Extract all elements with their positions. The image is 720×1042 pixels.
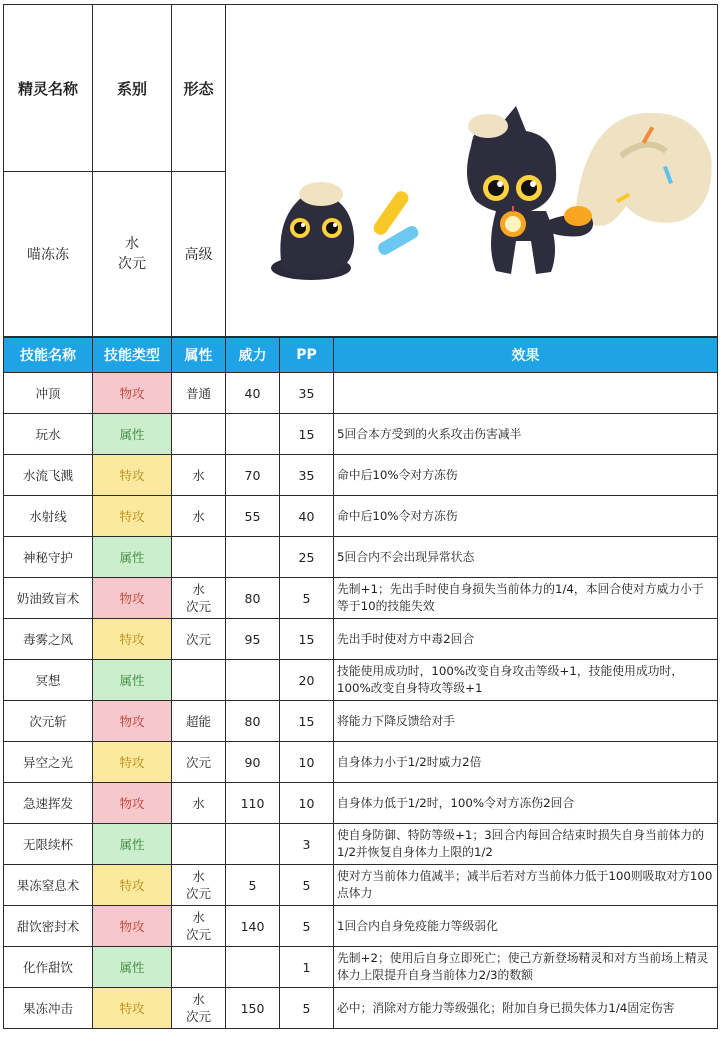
skill-name-cell: 奶油致盲术	[4, 578, 93, 619]
skill-effect-cell	[334, 373, 718, 414]
skill-effect-cell: 技能使用成功时，100%改变自身攻击等级+1，技能使用成功时，100%改变自身特攻等级+1	[334, 660, 718, 701]
col-header-attribute: 属性	[172, 338, 226, 373]
skill-name-cell: 异空之光	[4, 742, 93, 783]
skill-name-cell: 化作甜饮	[4, 947, 93, 988]
skill-type-cell: 物攻	[93, 783, 172, 824]
form-header: 形态	[172, 5, 226, 172]
skill-power-cell: 70	[226, 455, 280, 496]
skill-attribute-value: 水	[192, 992, 205, 1007]
skill-name-cell: 玩水	[4, 414, 93, 455]
series-value-primary: 水	[125, 236, 139, 252]
skill-attribute-cell	[172, 701, 226, 742]
skill-effect-cell: 使对方当前体力值减半；减半后若对方当前体力低于100则吸取对方100点体力	[334, 865, 718, 906]
skill-effect-cell: 先制+1；先出手时使自身损失当前体力的1/4，本回合使对方威力小于等于10的技能失效	[334, 578, 718, 619]
series-value-secondary: 次元	[118, 256, 146, 272]
table-row	[4, 619, 718, 660]
skill-attribute-value: 水	[192, 795, 205, 811]
skill-name-cell: 神秘守护	[4, 537, 93, 578]
form-value: 高级	[172, 172, 226, 337]
skill-attribute-value: 普通	[185, 385, 211, 401]
advanced-form-illustration	[467, 106, 712, 274]
skill-effect-cell: 1回合内自身免疫能力等级弱化	[334, 906, 718, 947]
skill-attribute-value: 次元	[185, 886, 211, 901]
skill-attribute-cell	[172, 906, 226, 947]
skill-pp-cell: 35	[280, 455, 334, 496]
table-row	[4, 660, 718, 701]
skill-type-cell: 属性	[93, 414, 172, 455]
skill-pp-cell: 15	[280, 701, 334, 742]
skill-power-cell: 150	[226, 988, 280, 1029]
skill-pp-cell: 5	[280, 988, 334, 1029]
skill-name-cell: 毒雾之风	[4, 619, 93, 660]
table-row	[4, 578, 718, 619]
skill-power-cell: 80	[226, 578, 280, 619]
table-row	[4, 373, 718, 414]
skill-type-cell: 特攻	[93, 742, 172, 783]
skill-attribute-value: 次元	[185, 754, 211, 770]
skill-attribute-cell	[172, 742, 226, 783]
skill-attribute-cell	[172, 824, 226, 865]
skill-name-cell: 冥想	[4, 660, 93, 701]
skill-power-cell	[226, 824, 280, 865]
skill-type-cell: 属性	[93, 660, 172, 701]
skill-type-cell: 特攻	[93, 988, 172, 1029]
skill-type-cell: 特攻	[93, 619, 172, 660]
skill-effect-cell: 将能力下降反馈给对手	[334, 701, 718, 742]
skill-power-cell: 80	[226, 701, 280, 742]
table-row	[4, 496, 718, 537]
skill-pp-cell: 15	[280, 414, 334, 455]
skill-power-cell: 40	[226, 373, 280, 414]
table-row	[4, 865, 718, 906]
skill-attribute-cell	[172, 578, 226, 619]
skill-name-cell: 果冻冲击	[4, 988, 93, 1029]
skill-name-cell: 水流飞溅	[4, 455, 93, 496]
skill-attribute-value: 次元	[185, 1009, 211, 1024]
skill-attribute-value: 水	[192, 508, 205, 524]
skill-attribute-cell	[172, 783, 226, 824]
basic-form-illustration	[271, 182, 421, 280]
skill-effect-cell: 自身体力小于1/2时威力2倍	[334, 742, 718, 783]
table-row	[4, 537, 718, 578]
col-header-effect: 效果	[334, 338, 718, 373]
skill-attribute-value: 水	[192, 582, 205, 597]
series-value	[93, 172, 172, 337]
skill-power-cell: 90	[226, 742, 280, 783]
skill-attribute-cell	[172, 373, 226, 414]
skill-power-cell	[226, 537, 280, 578]
table-row	[4, 701, 718, 742]
spirit-info-table	[3, 4, 718, 337]
skill-attribute-cell	[172, 455, 226, 496]
skill-power-cell	[226, 947, 280, 988]
skill-pp-cell: 3	[280, 824, 334, 865]
skill-pp-cell: 15	[280, 619, 334, 660]
skill-pp-cell: 10	[280, 742, 334, 783]
skill-name-cell: 急速挥发	[4, 783, 93, 824]
skill-power-cell: 5	[226, 865, 280, 906]
skill-attribute-value: 水	[192, 869, 205, 884]
table-row	[4, 824, 718, 865]
skill-name-cell: 冲顶	[4, 373, 93, 414]
skill-name-cell: 甜饮密封术	[4, 906, 93, 947]
skill-power-cell: 140	[226, 906, 280, 947]
skill-pp-cell: 5	[280, 906, 334, 947]
skill-type-cell: 特攻	[93, 865, 172, 906]
spirit-name-value: 喵冻冻	[4, 172, 93, 337]
skill-attribute-cell	[172, 660, 226, 701]
skill-type-cell: 属性	[93, 824, 172, 865]
table-row	[4, 455, 718, 496]
skill-type-cell: 属性	[93, 537, 172, 578]
skill-pp-cell: 5	[280, 578, 334, 619]
table-row	[4, 947, 718, 988]
skills-header-row	[4, 338, 718, 373]
skill-effect-cell: 5回合本方受到的火系攻击伤害减半	[334, 414, 718, 455]
skill-power-cell	[226, 660, 280, 701]
col-header-power: 威力	[226, 338, 280, 373]
skill-type-cell: 特攻	[93, 455, 172, 496]
table-row	[4, 906, 718, 947]
skill-pp-cell: 1	[280, 947, 334, 988]
series-header: 系别	[93, 5, 172, 172]
spirit-name-header: 精灵名称	[4, 5, 93, 172]
col-header-pp: PP	[280, 338, 334, 373]
table-row	[4, 783, 718, 824]
skill-attribute-cell	[172, 988, 226, 1029]
skill-power-cell: 95	[226, 619, 280, 660]
skill-power-cell	[226, 414, 280, 455]
skill-pp-cell: 20	[280, 660, 334, 701]
skill-name-cell: 水射线	[4, 496, 93, 537]
skill-type-cell: 物攻	[93, 906, 172, 947]
skill-effect-cell: 5回合内不会出现异常状态	[334, 537, 718, 578]
skill-effect-cell: 先制+2；使用后自身立即死亡；使己方新登场精灵和对方当前场上精灵体力上限提升自身当前体力2/3的数额	[334, 947, 718, 988]
skill-attribute-cell	[172, 619, 226, 660]
skill-attribute-cell	[172, 947, 226, 988]
skill-attribute-value: 次元	[185, 927, 211, 942]
skill-effect-cell: 必中；消除对方能力等级强化；附加自身已损失体力1/4固定伤害	[334, 988, 718, 1029]
skill-attribute-value: 超能	[185, 713, 211, 729]
skill-pp-cell: 40	[280, 496, 334, 537]
skill-pp-cell: 10	[280, 783, 334, 824]
skill-attribute-cell	[172, 865, 226, 906]
skill-effect-cell: 先出手时使对方中毒2回合	[334, 619, 718, 660]
skill-type-cell: 物攻	[93, 373, 172, 414]
skill-effect-cell: 使自身防御、特防等级+1；3回合内每回合结束时损失自身当前体力的1/2并恢复自身体力上限的1/2	[334, 824, 718, 865]
col-header-skill-name: 技能名称	[4, 338, 93, 373]
spirit-artwork-cell	[226, 5, 718, 337]
skill-attribute-cell	[172, 496, 226, 537]
skill-type-cell: 属性	[93, 947, 172, 988]
skill-effect-cell: 命中后10%令对方冻伤	[334, 496, 718, 537]
col-header-skill-type: 技能类型	[93, 338, 172, 373]
skill-name-cell: 无限续杯	[4, 824, 93, 865]
skill-attribute-value: 水	[192, 910, 205, 925]
table-row	[4, 988, 718, 1029]
skill-power-cell: 110	[226, 783, 280, 824]
skills-table	[3, 337, 718, 1029]
skill-pp-cell: 5	[280, 865, 334, 906]
table-row	[4, 414, 718, 455]
skill-name-cell: 果冻窒息术	[4, 865, 93, 906]
skill-attribute-value: 水	[192, 467, 205, 483]
skills-body	[4, 373, 718, 1029]
skill-power-cell: 55	[226, 496, 280, 537]
skill-attribute-cell	[172, 537, 226, 578]
skill-name-cell: 次元斩	[4, 701, 93, 742]
skill-attribute-cell	[172, 414, 226, 455]
skill-pp-cell: 25	[280, 537, 334, 578]
skill-attribute-value: 次元	[185, 599, 211, 614]
skill-type-cell: 物攻	[93, 701, 172, 742]
spirit-artwork	[226, 6, 716, 336]
skill-attribute-value: 次元	[185, 631, 211, 647]
skill-pp-cell: 35	[280, 373, 334, 414]
skill-effect-cell: 命中后10%令对方冻伤	[334, 455, 718, 496]
skill-effect-cell: 自身体力低于1/2时，100%令对方冻伤2回合	[334, 783, 718, 824]
skill-type-cell: 特攻	[93, 496, 172, 537]
table-row	[4, 742, 718, 783]
skill-type-cell: 物攻	[93, 578, 172, 619]
